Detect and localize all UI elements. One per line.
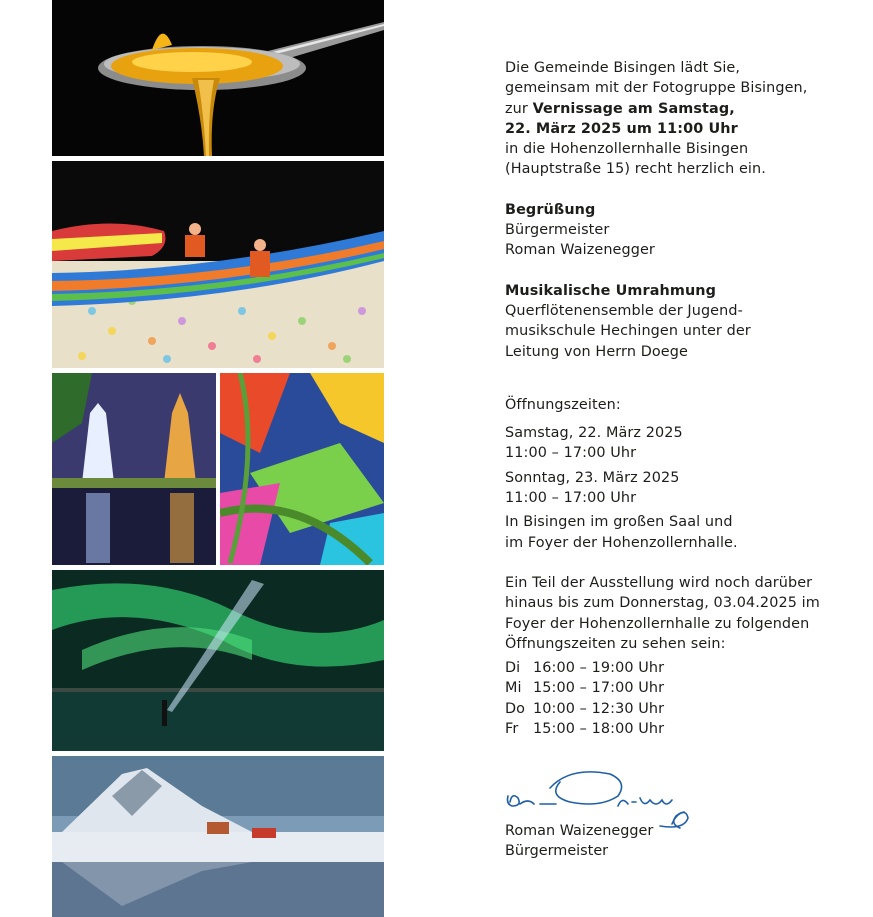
hours-time: 16:00 – 19:00 Uhr: [533, 660, 665, 677]
intro-line: gemeinsam mit der Fotogruppe Bisingen,: [505, 80, 808, 97]
hours-day: Mi: [505, 680, 522, 697]
extended-line: Foyer der Hohenzollernhalle zu folgenden: [505, 615, 810, 632]
location-line: In Bisingen im großen Saal und: [505, 514, 733, 531]
greeting-line: Roman Waizenegger: [505, 242, 655, 259]
hours-day: Fr: [505, 721, 519, 738]
vernissage-date: 22. März 2025 um 11:00 Uhr: [505, 120, 738, 137]
music-line: Leitung von Herrn Doege: [505, 343, 688, 360]
signature-name: Roman Waizenegger: [505, 823, 654, 839]
music-line: Querflötenensemble der Jugend-: [505, 302, 743, 319]
greeting-line: Bürgermeister: [505, 222, 610, 239]
opening-time: 11:00 – 17:00 Uhr: [505, 445, 637, 462]
vernissage-label: Vernissage am Samstag,: [532, 100, 735, 117]
extended-line: Ein Teil der Ausstellung wird noch darüber: [505, 574, 813, 591]
extended-hours-table: [505, 658, 850, 739]
photo-aurora: [52, 570, 384, 751]
hours-day: Di: [505, 660, 521, 677]
photo-candy-miniature: [52, 161, 384, 368]
intro-line: zur Vernissage am Samstag,: [505, 100, 735, 117]
intro-line: (Hauptstraße 15) recht herzlich ein.: [505, 161, 766, 178]
hours-time: 10:00 – 12:30 Uhr: [533, 700, 665, 717]
opening-day: Samstag, 22. März 2025: [505, 425, 683, 442]
extended-line: hinaus bis zum Donnerstag, 03.04.2025 im: [505, 595, 820, 612]
location-line: im Foyer der Hohenzollernhalle.: [505, 534, 738, 551]
signature-title: Bürgermeister: [505, 843, 609, 859]
greeting-heading: Begrüßung: [505, 201, 596, 218]
hours-time: 15:00 – 18:00 Uhr: [533, 721, 665, 738]
music-heading: Musikalische Umrahmung: [505, 282, 717, 299]
photo-pagodas-night: [52, 373, 216, 565]
intro-line: in die Hohenzollernhalle Bisingen: [505, 141, 749, 158]
opening-heading: Öffnungszeiten:: [505, 396, 621, 413]
intro-line: Die Gemeinde Bisingen lädt Sie,: [505, 60, 741, 76]
invitation-text: [505, 58, 850, 739]
music-line: musikschule Hechingen unter der: [505, 323, 751, 340]
hours-day: Do: [505, 700, 526, 717]
photo-honey-spoon: [52, 0, 384, 156]
photo-snow-mountain: [52, 756, 384, 917]
hours-time: 15:00 – 17:00 Uhr: [533, 680, 665, 697]
extended-line: Öffnungszeiten zu sehen sein:: [505, 635, 726, 652]
opening-time: 11:00 – 17:00 Uhr: [505, 490, 637, 507]
opening-day: Sonntag, 23. März 2025: [505, 469, 680, 486]
photo-graffiti-bamboo: [220, 373, 384, 565]
